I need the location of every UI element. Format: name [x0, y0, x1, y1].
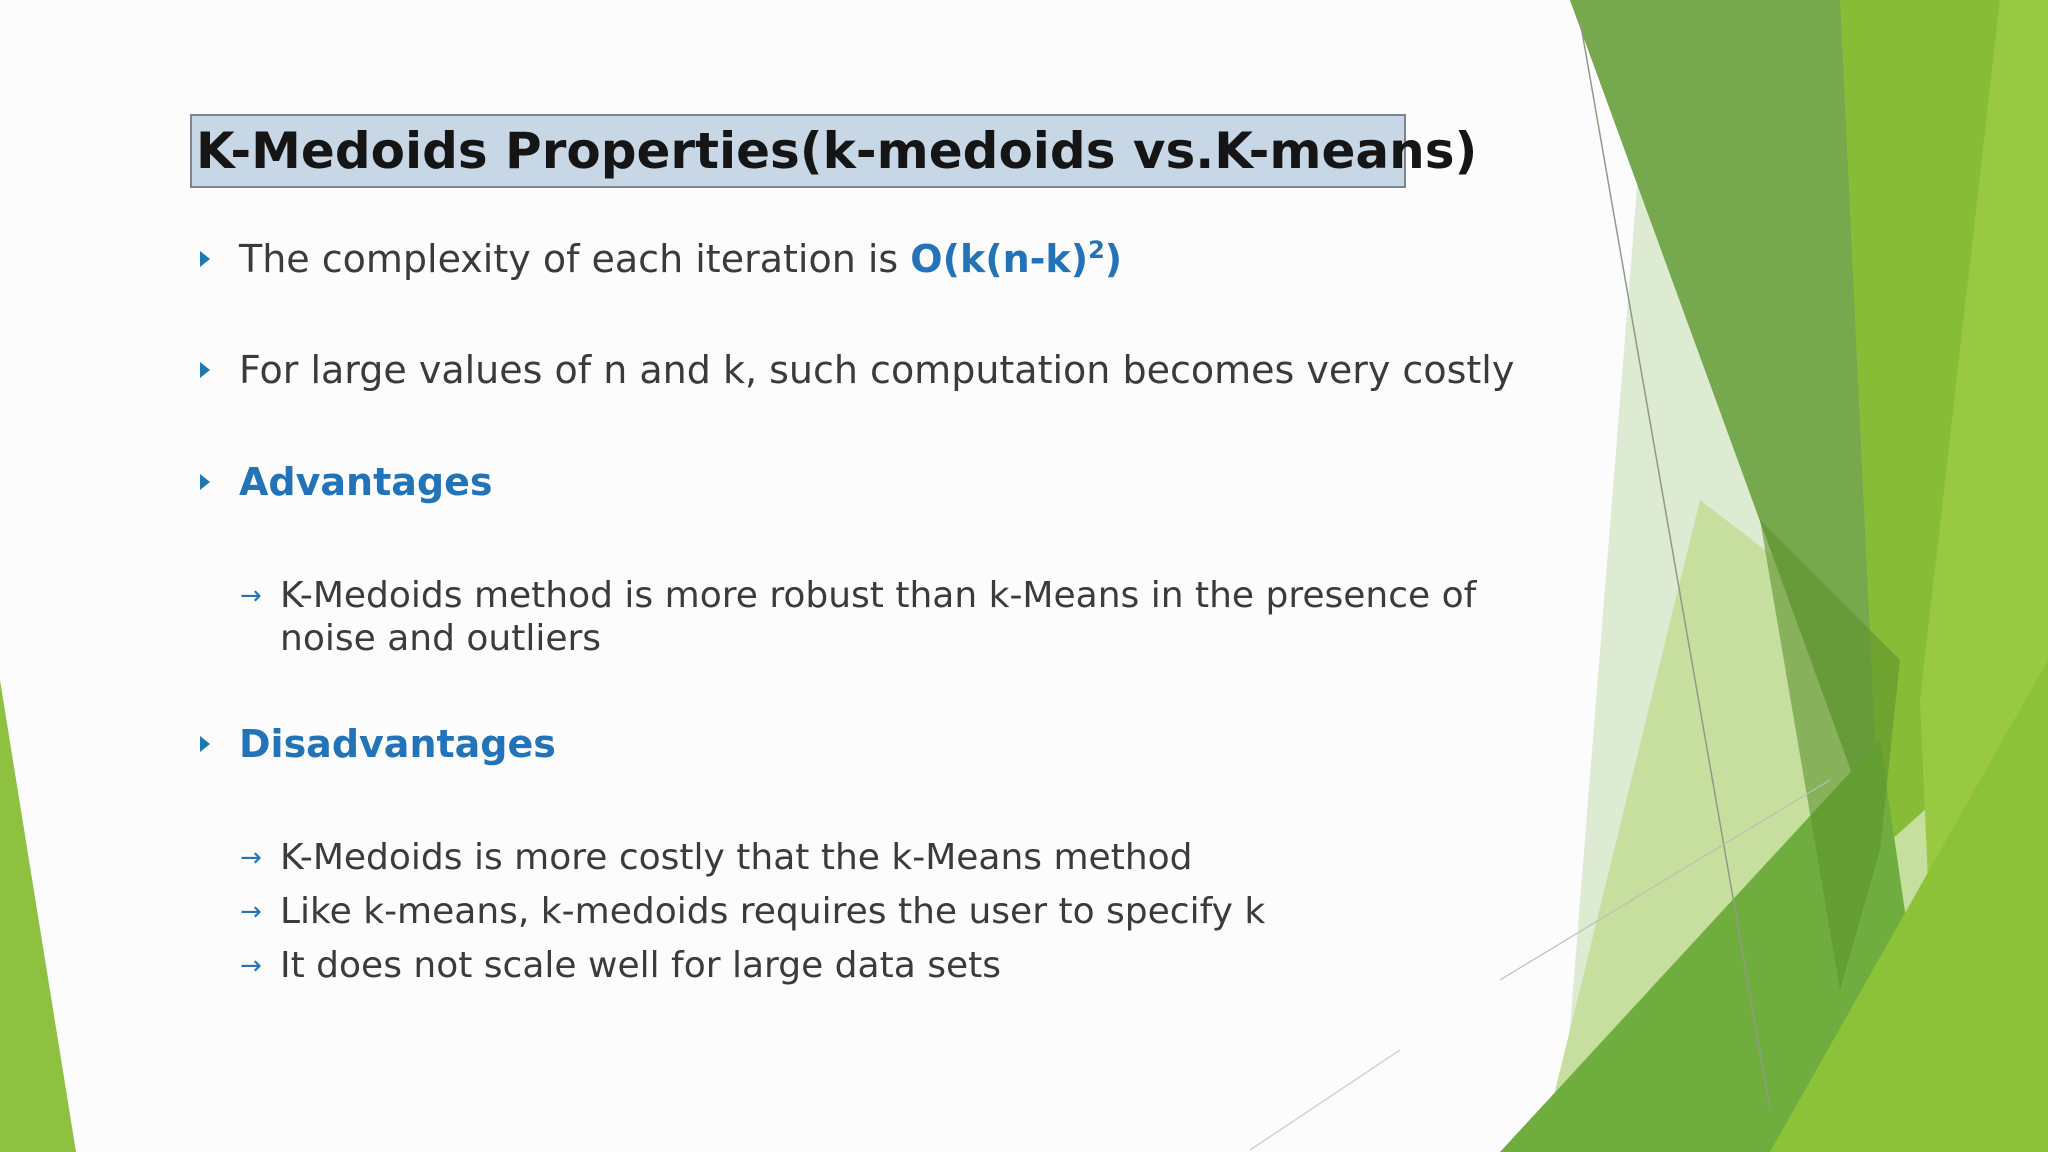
- arrow-right-icon: →: [240, 581, 262, 611]
- disadvantages-item-2: Like k-means, k-medoids requires the user to specify k: [280, 891, 1266, 932]
- arrow-right-icon: →: [240, 843, 262, 873]
- left-green-wedge: [0, 680, 76, 1152]
- bullet-complexity: [198, 236, 1122, 281]
- arrow-right-icon: →: [240, 951, 262, 981]
- bullet-large-values-text: For large values of n and k, such computation becomes very costly: [239, 348, 1515, 392]
- advantages-line-1: K-Medoids method is more robust than k-Means in the presence of: [280, 575, 1477, 616]
- complexity-formula-exponent: 2: [1088, 236, 1105, 264]
- disadvantages-item: [240, 890, 1265, 934]
- advantages-heading: Advantages: [239, 460, 493, 504]
- bullet-triangle-icon: [200, 362, 210, 378]
- disadvantages-heading: Disadvantages: [239, 722, 556, 766]
- bullet-large-values: [198, 348, 1514, 392]
- disadvantages-item-1: K-Medoids is more costly that the k-Means method: [280, 837, 1193, 878]
- disadvantages-item-3: It does not scale well for large data sets: [280, 945, 1001, 986]
- complexity-formula: [910, 237, 1122, 281]
- slide-title: K-Medoids Properties(k-medoids vs.K-means): [196, 122, 1478, 180]
- bullet-triangle-icon: [200, 251, 210, 267]
- bullet-disadvantages: [198, 722, 556, 766]
- thin-line-3: [1250, 1050, 1400, 1150]
- advantages-item-text: [280, 574, 1476, 660]
- complexity-prefix: The complexity of each iteration is: [239, 237, 911, 281]
- complexity-formula-base: O(k(n-k): [910, 237, 1089, 281]
- disadvantages-item: [240, 944, 1001, 988]
- bullet-triangle-icon: [200, 474, 210, 490]
- bullet-triangle-icon: [200, 736, 210, 752]
- advantages-line-2: noise and outliers: [280, 618, 602, 659]
- bullet-advantages: [198, 460, 492, 504]
- advantages-item: [240, 574, 1476, 660]
- bullet-complexity-text: [239, 236, 1122, 281]
- disadvantages-item: [240, 836, 1193, 880]
- complexity-formula-close: ): [1104, 237, 1123, 281]
- title-box: [190, 114, 1478, 188]
- arrow-right-icon: →: [240, 897, 262, 927]
